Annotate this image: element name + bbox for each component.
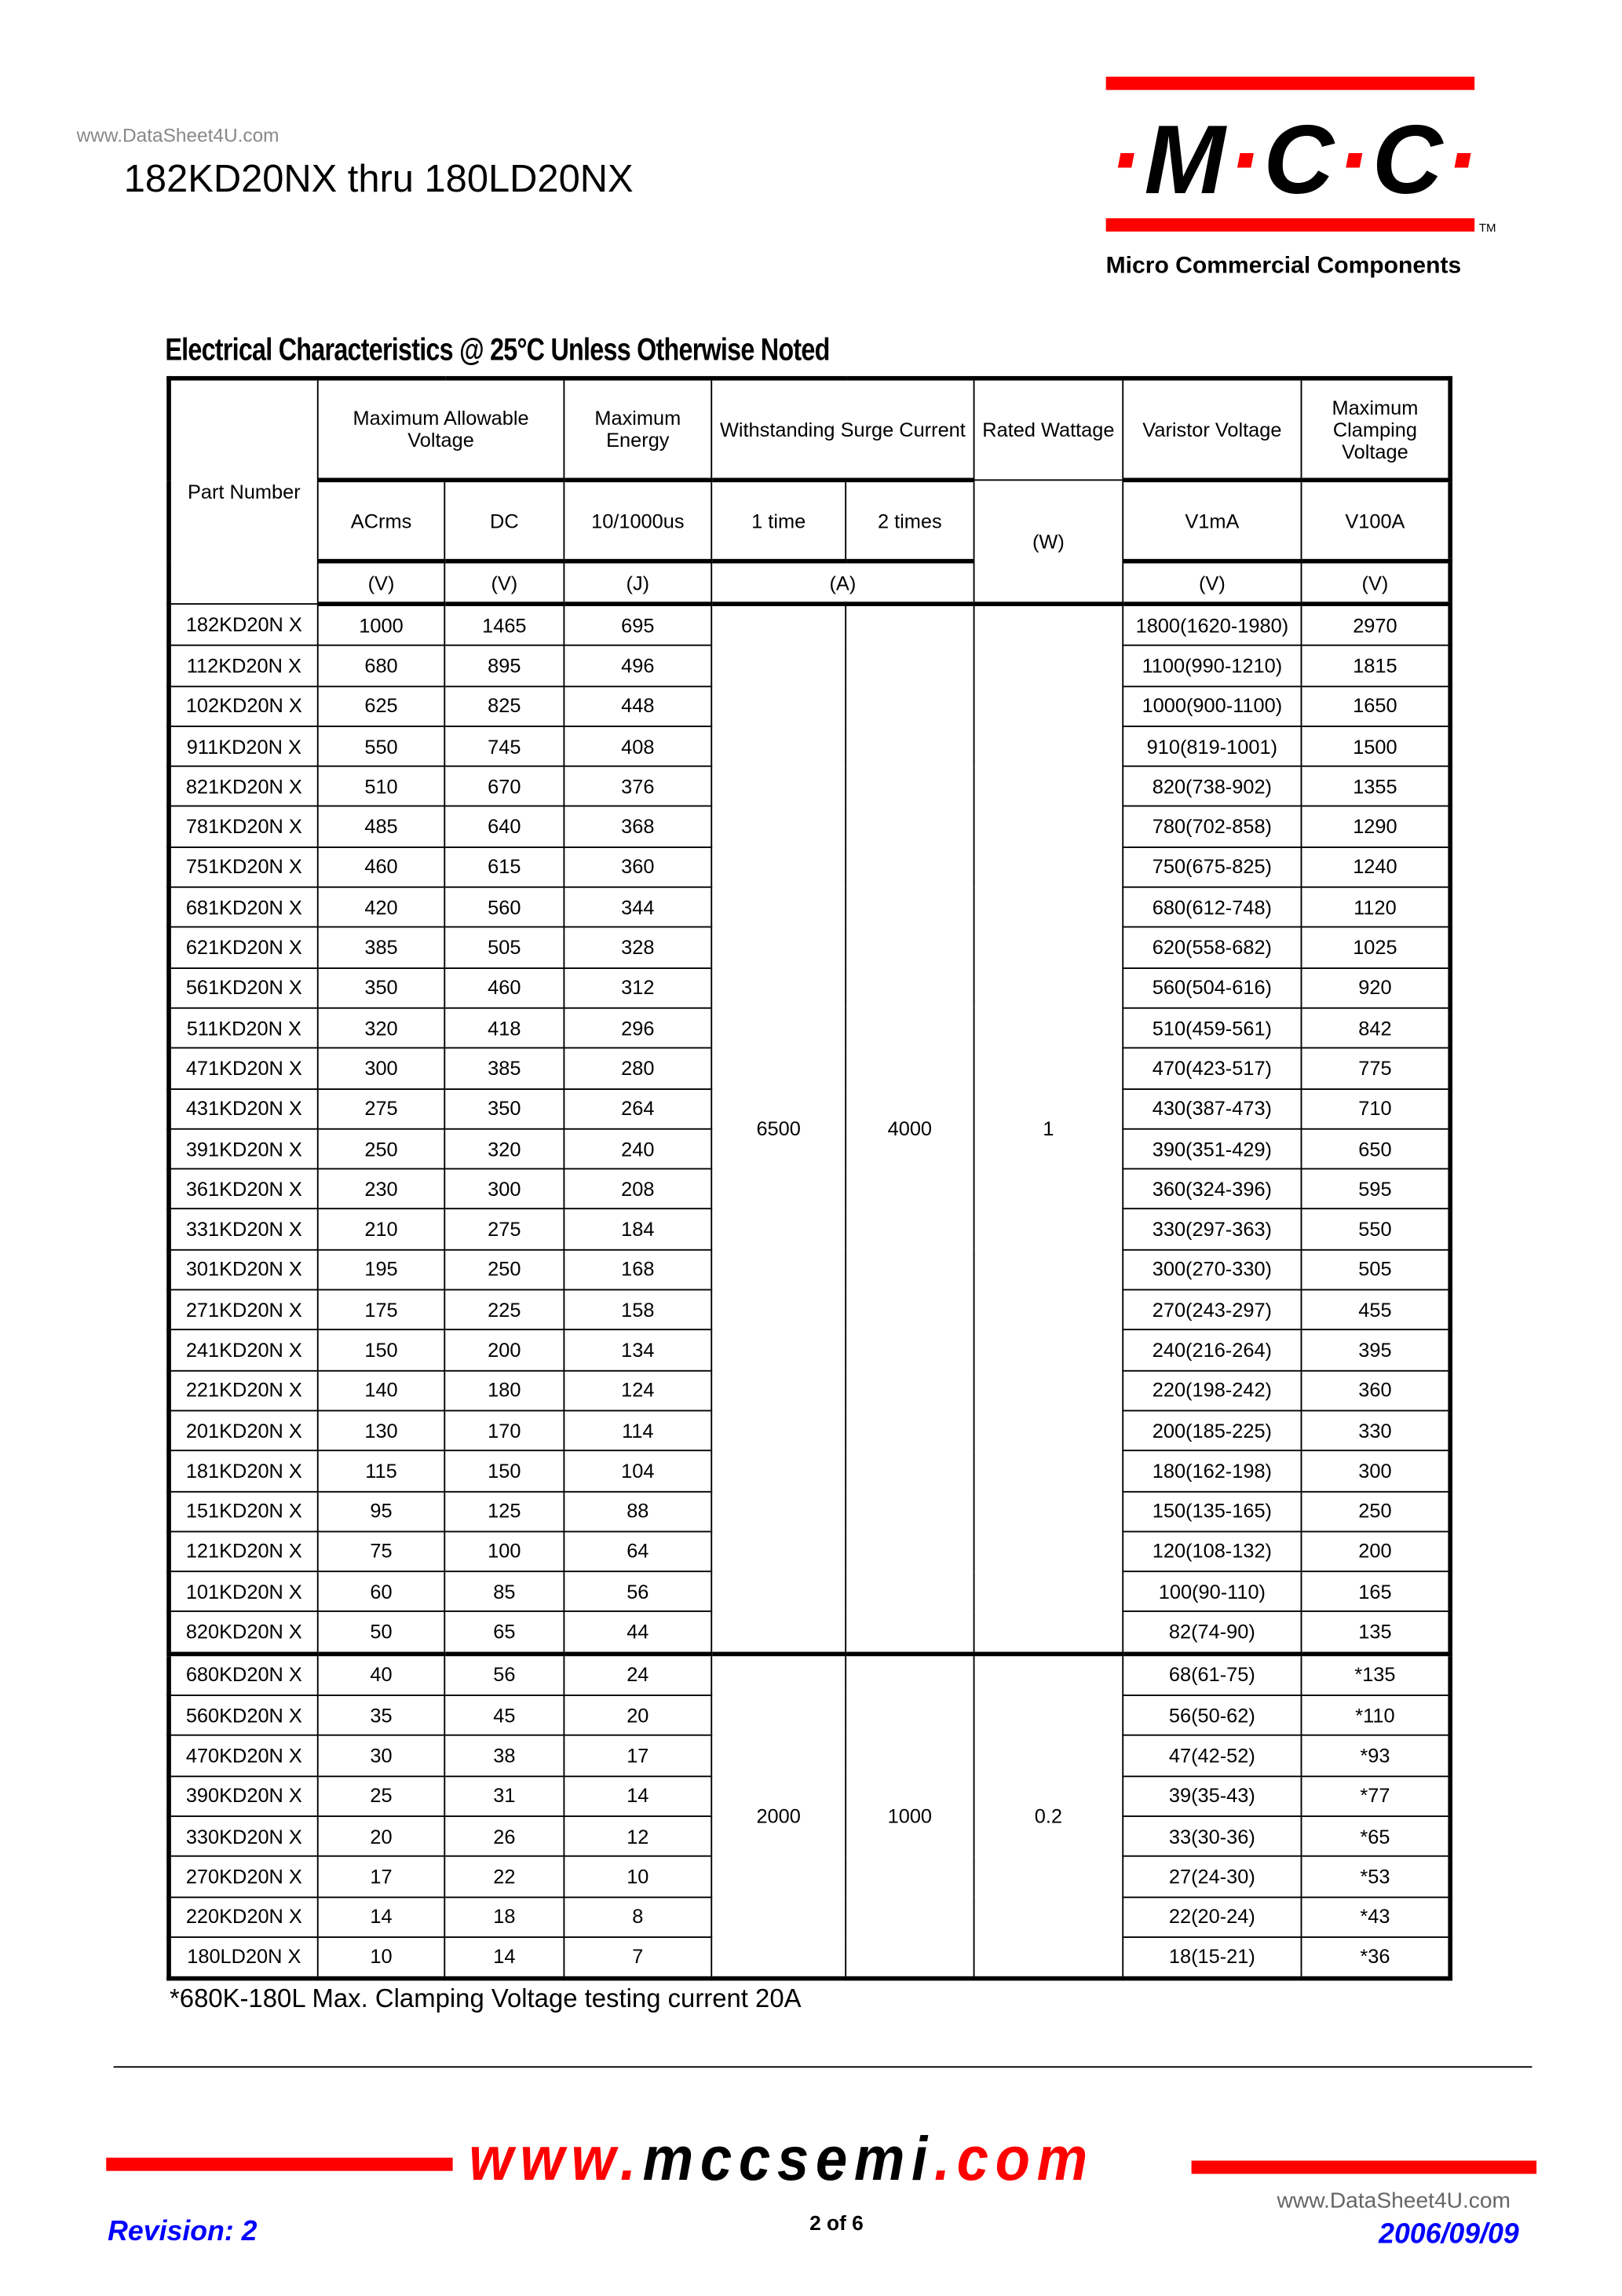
- clamping-voltage-cell: 1650: [1302, 686, 1451, 726]
- acrms-cell: 320: [318, 1008, 445, 1048]
- acrms-cell: 1000: [318, 604, 445, 645]
- part-number-cell: 331KD20N X: [169, 1209, 318, 1249]
- varistor-voltage-cell: 620(558-682): [1123, 927, 1301, 967]
- energy-cell: 7: [564, 1937, 711, 1979]
- logo-bar-top: [1106, 77, 1475, 90]
- part-number-cell: 151KD20N X: [169, 1491, 318, 1531]
- varistor-voltage-cell: 18(15-21): [1123, 1937, 1301, 1979]
- dc-cell: 65: [444, 1612, 564, 1654]
- part-number-cell: 330KD20N X: [169, 1816, 318, 1856]
- clamping-voltage-cell: 455: [1302, 1290, 1451, 1330]
- footer-bar-left: [106, 2158, 452, 2171]
- clamping-voltage-cell: 595: [1302, 1169, 1451, 1209]
- acrms-cell: 175: [318, 1290, 445, 1330]
- clamping-voltage-cell: 1240: [1302, 847, 1451, 887]
- acrms-cell: 460: [318, 847, 445, 887]
- energy-cell: 12: [564, 1816, 711, 1856]
- energy-cell: 280: [564, 1048, 711, 1088]
- dc-cell: 31: [444, 1776, 564, 1816]
- varistor-voltage-cell: 39(35-43): [1123, 1776, 1301, 1816]
- clamping-voltage-cell: 920: [1302, 967, 1451, 1007]
- dc-cell: 200: [444, 1330, 564, 1370]
- acrms-cell: 485: [318, 806, 445, 846]
- watermark-bottom: www.DataSheet4U.com: [1277, 2188, 1511, 2214]
- acrms-cell: 10: [318, 1937, 445, 1979]
- varistor-voltage-cell: 510(459-561): [1123, 1008, 1301, 1048]
- dc-cell: 825: [444, 686, 564, 726]
- site-prefix: www.: [469, 2123, 643, 2193]
- clamping-voltage-cell: 1500: [1302, 726, 1451, 766]
- varistor-voltage-cell: 200(185-225): [1123, 1410, 1301, 1450]
- revision: Revision: 2: [108, 2216, 258, 2248]
- part-number-cell: 680KD20N X: [169, 1654, 318, 1695]
- header-v1ma: V1mA: [1123, 480, 1301, 561]
- unit-energy: (J): [564, 561, 711, 604]
- energy-cell: 368: [564, 806, 711, 846]
- acrms-cell: 300: [318, 1048, 445, 1088]
- dc-cell: 56: [444, 1654, 564, 1695]
- varistor-voltage-cell: 430(387-473): [1123, 1088, 1301, 1128]
- dc-cell: 170: [444, 1410, 564, 1450]
- energy-cell: 695: [564, 604, 711, 645]
- varistor-voltage-cell: 33(30-36): [1123, 1816, 1301, 1856]
- acrms-cell: 420: [318, 887, 445, 927]
- part-number-cell: 180LD20N X: [169, 1937, 318, 1979]
- dc-cell: 38: [444, 1735, 564, 1775]
- energy-cell: 56: [564, 1571, 711, 1611]
- site-suffix: .com: [933, 2123, 1094, 2193]
- part-number-cell: 391KD20N X: [169, 1128, 318, 1168]
- acrms-cell: 20: [318, 1816, 445, 1856]
- surge-2-times-cell: 1000: [846, 1654, 974, 1979]
- page-number: 2 of 6: [809, 2210, 864, 2235]
- header-dc: DC: [444, 480, 564, 561]
- clamping-voltage-cell: *93: [1302, 1735, 1451, 1775]
- website-link[interactable]: [469, 2124, 1094, 2195]
- varistor-voltage-cell: 220(198-242): [1123, 1370, 1301, 1410]
- dc-cell: 350: [444, 1088, 564, 1128]
- part-number-cell: 112KD20N X: [169, 645, 318, 686]
- header-two-times: 2 times: [846, 480, 974, 561]
- clamping-voltage-cell: *77: [1302, 1776, 1451, 1816]
- energy-cell: 240: [564, 1128, 711, 1168]
- varistor-voltage-cell: 750(675-825): [1123, 847, 1301, 887]
- surge-1-time-cell: 6500: [711, 604, 846, 1654]
- header-v100a: V100A: [1302, 480, 1451, 561]
- acrms-cell: 625: [318, 686, 445, 726]
- varistor-voltage-cell: 1000(900-1100): [1123, 686, 1301, 726]
- clamping-voltage-cell: 1120: [1302, 887, 1451, 927]
- rated-wattage-cell: 0.2: [974, 1654, 1123, 1979]
- dc-cell: 14: [444, 1937, 564, 1979]
- part-number-cell: 471KD20N X: [169, 1048, 318, 1088]
- clamping-voltage-cell: *65: [1302, 1816, 1451, 1856]
- dc-cell: 300: [444, 1169, 564, 1209]
- energy-cell: 184: [564, 1209, 711, 1249]
- acrms-cell: 35: [318, 1695, 445, 1735]
- acrms-cell: 140: [318, 1370, 445, 1410]
- surge-1-time-cell: 2000: [711, 1654, 846, 1979]
- header-wattage-unit: (W): [974, 480, 1123, 604]
- energy-cell: 448: [564, 686, 711, 726]
- watermark: www.DataSheet4U.com: [76, 123, 279, 146]
- varistor-voltage-cell: 100(90-110): [1123, 1571, 1301, 1611]
- part-number-cell: 751KD20N X: [169, 847, 318, 887]
- dc-cell: 385: [444, 1048, 564, 1088]
- dc-cell: 26: [444, 1816, 564, 1856]
- clamping-voltage-cell: 775: [1302, 1048, 1451, 1088]
- header-acrms: ACrms: [318, 480, 445, 561]
- dc-cell: 1465: [444, 604, 564, 645]
- header-energy-sub: 10/1000us: [564, 480, 711, 561]
- clamping-voltage-cell: 1290: [1302, 806, 1451, 846]
- dc-cell: 85: [444, 1571, 564, 1611]
- unit-surge: (A): [711, 561, 974, 604]
- divider: [114, 2066, 1532, 2067]
- energy-cell: 24: [564, 1654, 711, 1695]
- part-number-cell: 781KD20N X: [169, 806, 318, 846]
- part-number-cell: 621KD20N X: [169, 927, 318, 967]
- part-number-cell: 220KD20N X: [169, 1896, 318, 1936]
- clamping-voltage-cell: 300: [1302, 1451, 1451, 1491]
- acrms-cell: 250: [318, 1128, 445, 1168]
- acrms-cell: 75: [318, 1531, 445, 1571]
- clamping-voltage-cell: 710: [1302, 1088, 1451, 1128]
- energy-cell: 296: [564, 1008, 711, 1048]
- part-number-cell: 681KD20N X: [169, 887, 318, 927]
- varistor-voltage-cell: 1100(990-1210): [1123, 645, 1301, 686]
- energy-cell: 124: [564, 1370, 711, 1410]
- revision-date: 2006/09/09: [1379, 2219, 1519, 2251]
- acrms-cell: 17: [318, 1856, 445, 1896]
- header-max-energy: Maximum Energy: [564, 378, 711, 481]
- part-number-cell: 361KD20N X: [169, 1169, 318, 1209]
- dc-cell: 895: [444, 645, 564, 686]
- surge-2-times-cell: 4000: [846, 604, 974, 1654]
- clamping-voltage-cell: *53: [1302, 1856, 1451, 1896]
- clamping-voltage-cell: 395: [1302, 1330, 1451, 1370]
- part-number-cell: 511KD20N X: [169, 1008, 318, 1048]
- energy-cell: 264: [564, 1088, 711, 1128]
- clamping-voltage-cell: 2970: [1302, 604, 1451, 645]
- clamping-voltage-cell: 550: [1302, 1209, 1451, 1249]
- energy-cell: 64: [564, 1531, 711, 1571]
- part-number-cell: 820KD20N X: [169, 1612, 318, 1654]
- part-number-cell: 181KD20N X: [169, 1451, 318, 1491]
- energy-cell: 114: [564, 1410, 711, 1450]
- dc-cell: 45: [444, 1695, 564, 1735]
- unit-varistor: (V): [1123, 561, 1301, 604]
- company-name: Micro Commercial Components: [1105, 254, 1462, 279]
- energy-cell: 408: [564, 726, 711, 766]
- unit-clamping: (V): [1302, 561, 1451, 604]
- dc-cell: 418: [444, 1008, 564, 1048]
- energy-cell: 360: [564, 847, 711, 887]
- varistor-voltage-cell: 360(324-396): [1123, 1169, 1301, 1209]
- part-number-cell: 271KD20N X: [169, 1290, 318, 1330]
- acrms-cell: 385: [318, 927, 445, 967]
- varistor-voltage-cell: 180(162-198): [1123, 1451, 1301, 1491]
- acrms-cell: 50: [318, 1612, 445, 1654]
- varistor-voltage-cell: 27(24-30): [1123, 1856, 1301, 1896]
- varistor-voltage-cell: 240(216-264): [1123, 1330, 1301, 1370]
- acrms-cell: 150: [318, 1330, 445, 1370]
- table-row: [169, 1654, 1450, 1695]
- acrms-cell: 550: [318, 726, 445, 766]
- acrms-cell: 40: [318, 1654, 445, 1695]
- dc-cell: 670: [444, 766, 564, 806]
- dc-cell: 100: [444, 1531, 564, 1571]
- varistor-voltage-cell: 680(612-748): [1123, 887, 1301, 927]
- varistor-voltage-cell: 82(74-90): [1123, 1612, 1301, 1654]
- clamping-voltage-cell: 650: [1302, 1128, 1451, 1168]
- logo-bar-bottom: [1106, 218, 1475, 232]
- part-number-cell: 221KD20N X: [169, 1370, 318, 1410]
- dc-cell: 745: [444, 726, 564, 766]
- part-number-cell: 470KD20N X: [169, 1735, 318, 1775]
- rated-wattage-cell: 1: [974, 604, 1123, 1654]
- dc-cell: 460: [444, 967, 564, 1007]
- dc-cell: 22: [444, 1856, 564, 1896]
- part-number-cell: 431KD20N X: [169, 1088, 318, 1128]
- energy-cell: 344: [564, 887, 711, 927]
- header-rated-wattage: Rated Wattage: [974, 378, 1123, 481]
- clamping-voltage-cell: 200: [1302, 1531, 1451, 1571]
- varistor-voltage-cell: 1800(1620-1980): [1123, 604, 1301, 645]
- clamping-voltage-cell: 250: [1302, 1491, 1451, 1531]
- clamping-voltage-cell: 330: [1302, 1410, 1451, 1450]
- acrms-cell: 230: [318, 1169, 445, 1209]
- part-number-cell: 560KD20N X: [169, 1695, 318, 1735]
- part-number-cell: 241KD20N X: [169, 1330, 318, 1370]
- energy-cell: 158: [564, 1290, 711, 1330]
- footnote: *680K-180L Max. Clamping Voltage testing current 20A: [169, 1983, 802, 2013]
- document-title: 182KD20NX thru 180LD20NX: [123, 156, 634, 201]
- dc-cell: 225: [444, 1290, 564, 1330]
- trademark: TM: [1478, 221, 1496, 235]
- header-varistor-voltage: Varistor Voltage: [1123, 378, 1301, 481]
- varistor-voltage-cell: 910(819-1001): [1123, 726, 1301, 766]
- part-number-cell: 102KD20N X: [169, 686, 318, 726]
- energy-cell: 104: [564, 1451, 711, 1491]
- energy-cell: 8: [564, 1896, 711, 1936]
- varistor-voltage-cell: 47(42-52): [1123, 1735, 1301, 1775]
- header-max-allowable-voltage: Maximum Allowable Voltage: [318, 378, 564, 481]
- energy-cell: 14: [564, 1776, 711, 1816]
- varistor-voltage-cell: 560(504-616): [1123, 967, 1301, 1007]
- energy-cell: 20: [564, 1695, 711, 1735]
- dc-cell: 320: [444, 1128, 564, 1168]
- energy-cell: 134: [564, 1330, 711, 1370]
- mcc-logo: ·M·C·C·: [1109, 104, 1481, 214]
- energy-cell: 168: [564, 1249, 711, 1289]
- part-number-cell: 201KD20N X: [169, 1410, 318, 1450]
- acrms-cell: 275: [318, 1088, 445, 1128]
- unit-acrms: (V): [318, 561, 445, 604]
- varistor-voltage-cell: 56(50-62): [1123, 1695, 1301, 1735]
- part-number-cell: 301KD20N X: [169, 1249, 318, 1289]
- acrms-cell: 25: [318, 1776, 445, 1816]
- dc-cell: 505: [444, 927, 564, 967]
- energy-cell: 88: [564, 1491, 711, 1531]
- dc-cell: 560: [444, 887, 564, 927]
- dc-cell: 250: [444, 1249, 564, 1289]
- dc-cell: 640: [444, 806, 564, 846]
- dc-cell: 150: [444, 1451, 564, 1491]
- varistor-voltage-cell: 780(702-858): [1123, 806, 1301, 846]
- energy-cell: 10: [564, 1856, 711, 1896]
- varistor-voltage-cell: 470(423-517): [1123, 1048, 1301, 1088]
- acrms-cell: 680: [318, 645, 445, 686]
- clamping-voltage-cell: 165: [1302, 1571, 1451, 1611]
- clamping-voltage-cell: 505: [1302, 1249, 1451, 1289]
- part-number-cell: 821KD20N X: [169, 766, 318, 806]
- energy-cell: 312: [564, 967, 711, 1007]
- acrms-cell: 350: [318, 967, 445, 1007]
- acrms-cell: 195: [318, 1249, 445, 1289]
- characteristics-table: [166, 376, 1452, 1981]
- acrms-cell: 510: [318, 766, 445, 806]
- acrms-cell: 130: [318, 1410, 445, 1450]
- section-title: Electrical Characteristics @ 25°C Unless Otherwise Noted: [165, 333, 830, 367]
- acrms-cell: 95: [318, 1491, 445, 1531]
- dc-cell: 180: [444, 1370, 564, 1410]
- clamping-voltage-cell: 135: [1302, 1612, 1451, 1654]
- clamping-voltage-cell: 1815: [1302, 645, 1451, 686]
- table-row: [169, 604, 1450, 645]
- acrms-cell: 60: [318, 1571, 445, 1611]
- header-one-time: 1 time: [711, 480, 846, 561]
- acrms-cell: 30: [318, 1735, 445, 1775]
- clamping-voltage-cell: 1025: [1302, 927, 1451, 967]
- header-clamping-voltage: Maximum Clamping Voltage: [1302, 378, 1451, 481]
- acrms-cell: 14: [318, 1896, 445, 1936]
- dc-cell: 615: [444, 847, 564, 887]
- varistor-voltage-cell: 330(297-363): [1123, 1209, 1301, 1249]
- varistor-voltage-cell: 150(135-165): [1123, 1491, 1301, 1531]
- acrms-cell: 210: [318, 1209, 445, 1249]
- energy-cell: 376: [564, 766, 711, 806]
- part-number-cell: 561KD20N X: [169, 967, 318, 1007]
- energy-cell: 328: [564, 927, 711, 967]
- dc-cell: 18: [444, 1896, 564, 1936]
- header-part-number: Part Number: [169, 378, 318, 604]
- clamping-voltage-cell: *135: [1302, 1654, 1451, 1695]
- varistor-voltage-cell: 300(270-330): [1123, 1249, 1301, 1289]
- dc-cell: 275: [444, 1209, 564, 1249]
- varistor-voltage-cell: 820(738-902): [1123, 766, 1301, 806]
- unit-dc: (V): [444, 561, 564, 604]
- varistor-voltage-cell: 390(351-429): [1123, 1128, 1301, 1168]
- part-number-cell: 182KD20N X: [169, 604, 318, 645]
- acrms-cell: 115: [318, 1451, 445, 1491]
- varistor-voltage-cell: 270(243-297): [1123, 1290, 1301, 1330]
- part-number-cell: 270KD20N X: [169, 1856, 318, 1896]
- footer-bar-right: [1192, 2161, 1536, 2174]
- clamping-voltage-cell: *110: [1302, 1695, 1451, 1735]
- dc-cell: 125: [444, 1491, 564, 1531]
- part-number-cell: 121KD20N X: [169, 1531, 318, 1571]
- energy-cell: 208: [564, 1169, 711, 1209]
- clamping-voltage-cell: 1355: [1302, 766, 1451, 806]
- header-surge-current: Withstanding Surge Current: [711, 378, 974, 481]
- varistor-voltage-cell: 68(61-75): [1123, 1654, 1301, 1695]
- part-number-cell: 101KD20N X: [169, 1571, 318, 1611]
- clamping-voltage-cell: *43: [1302, 1896, 1451, 1936]
- energy-cell: 17: [564, 1735, 711, 1775]
- part-number-cell: 911KD20N X: [169, 726, 318, 766]
- part-number-cell: 390KD20N X: [169, 1776, 318, 1816]
- clamping-voltage-cell: *36: [1302, 1937, 1451, 1979]
- varistor-voltage-cell: 120(108-132): [1123, 1531, 1301, 1571]
- clamping-voltage-cell: 842: [1302, 1008, 1451, 1048]
- varistor-voltage-cell: 22(20-24): [1123, 1896, 1301, 1936]
- energy-cell: 44: [564, 1612, 711, 1654]
- energy-cell: 496: [564, 645, 711, 686]
- site-name: mccsemi: [642, 2123, 934, 2193]
- clamping-voltage-cell: 360: [1302, 1370, 1451, 1410]
